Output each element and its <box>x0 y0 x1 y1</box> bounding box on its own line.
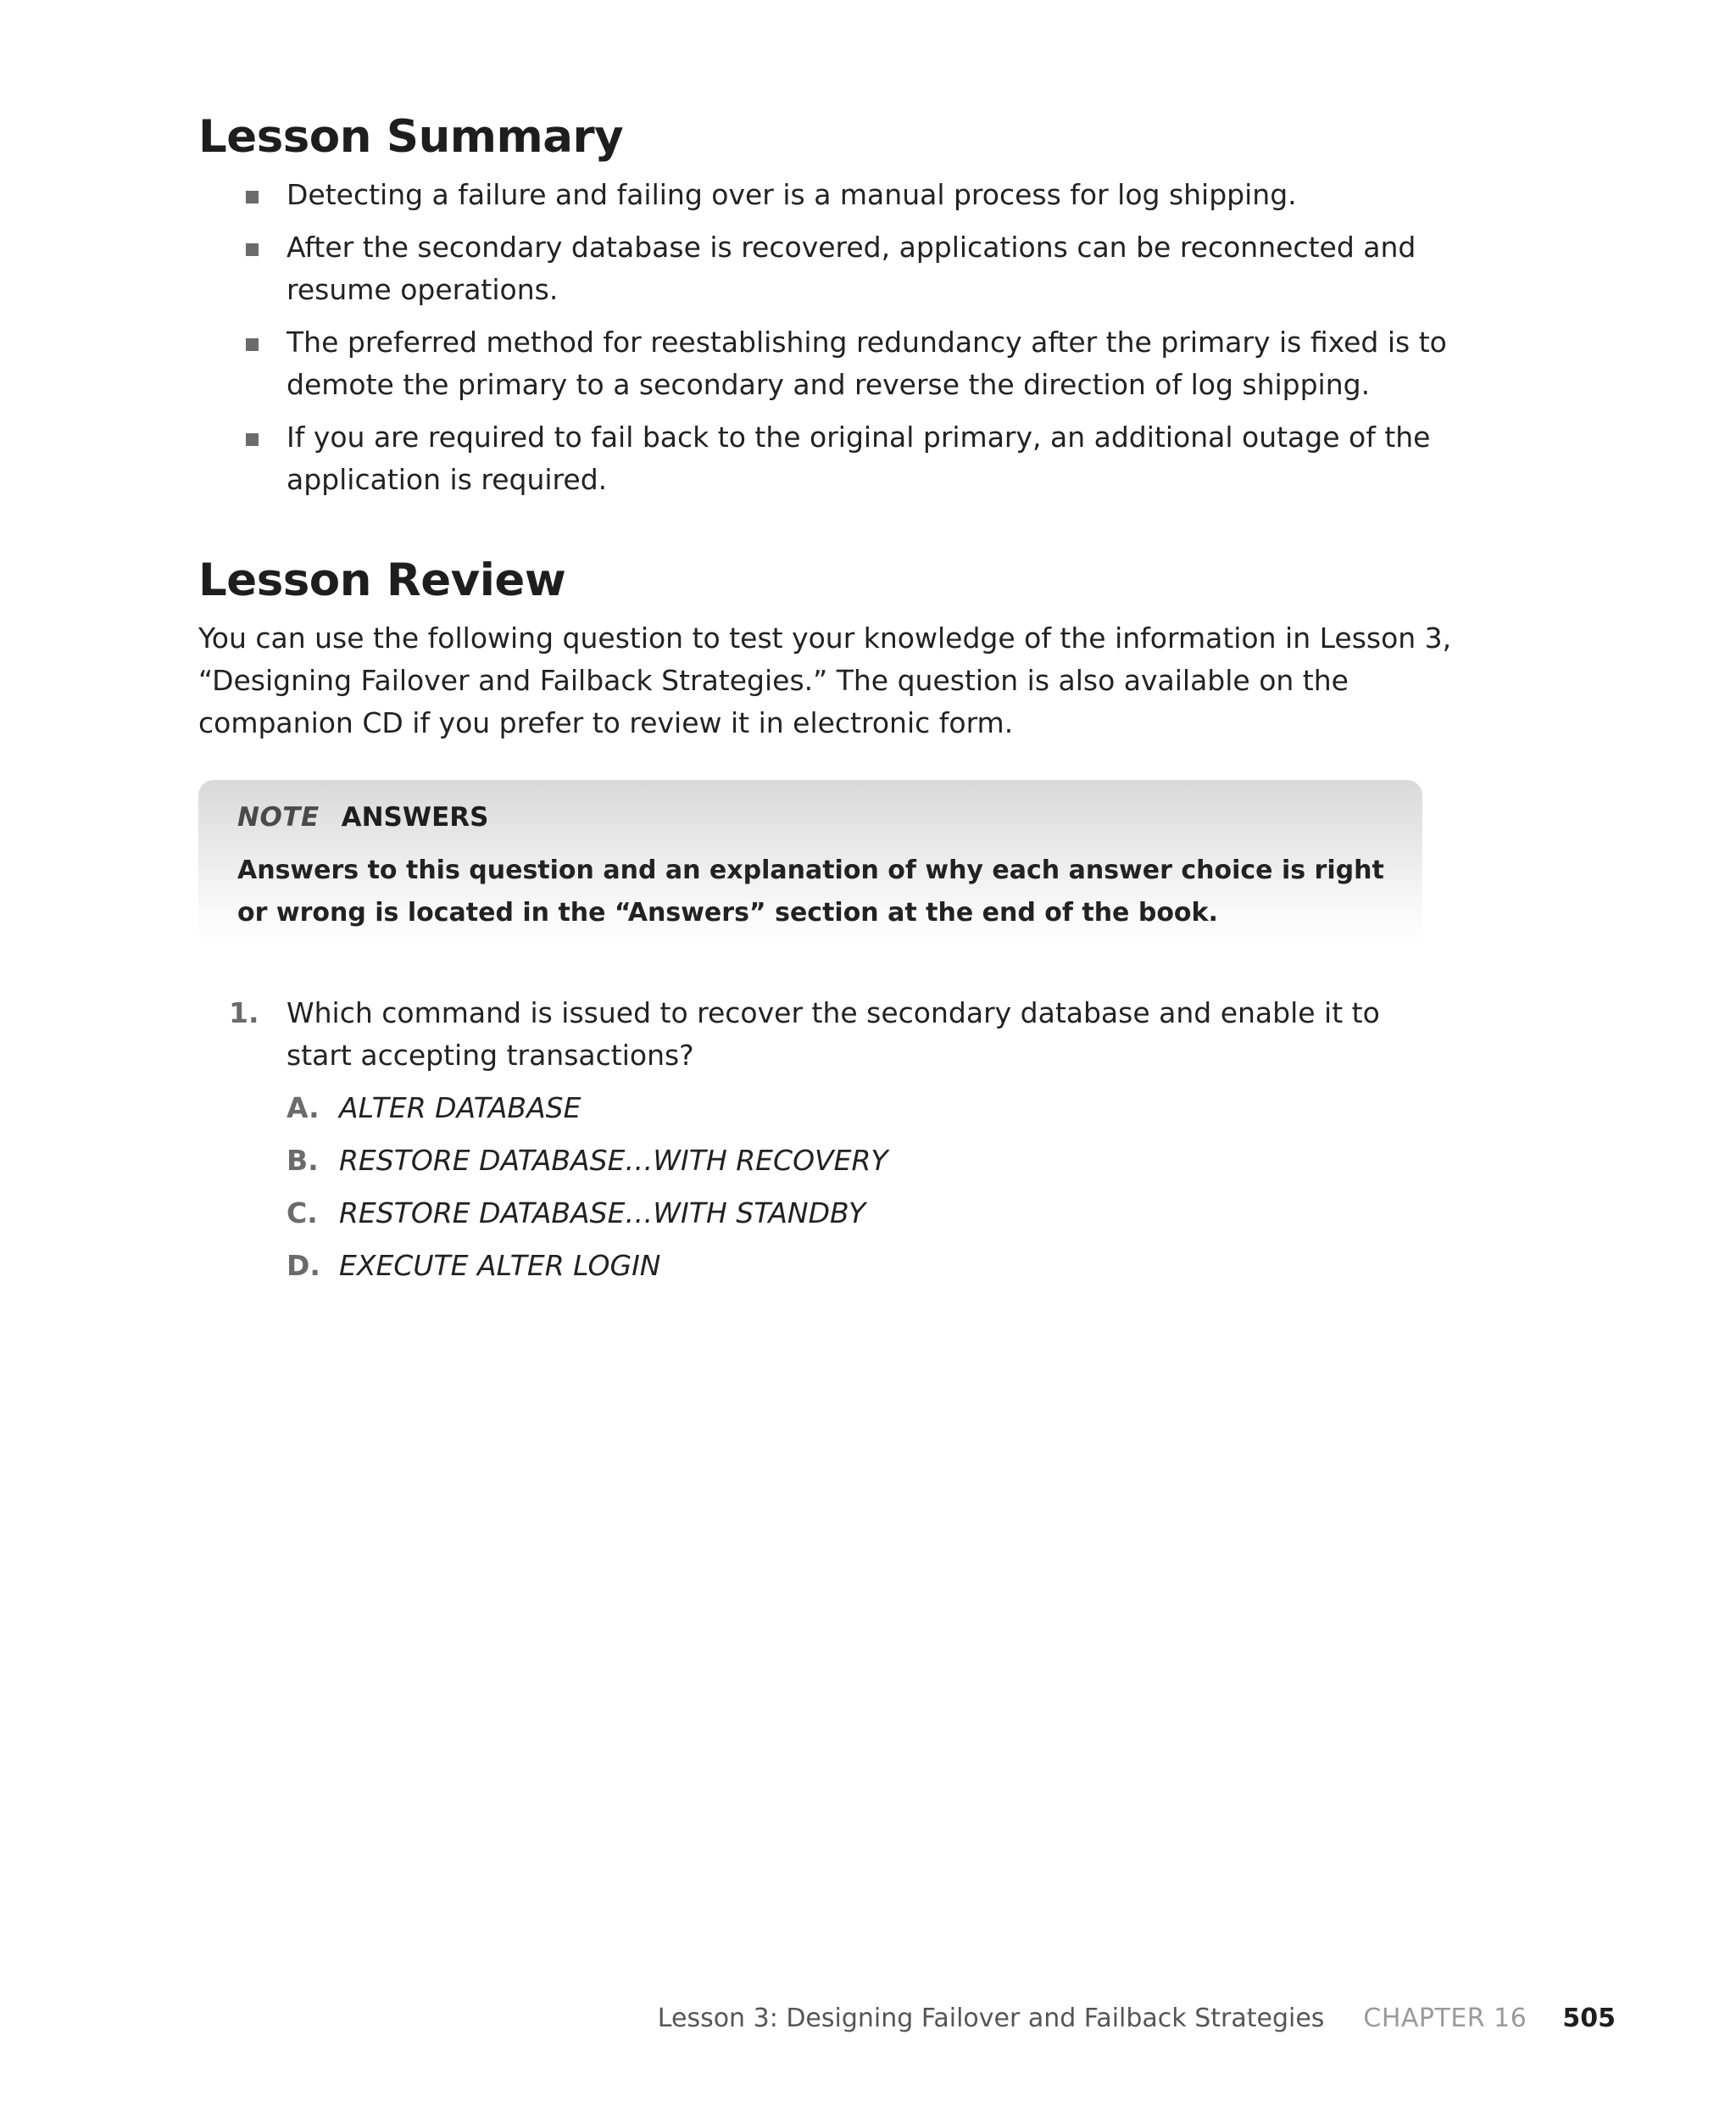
answer-letter: D. <box>287 1249 320 1282</box>
footer-chapter: CHAPTER 16 <box>1363 2004 1527 2033</box>
answer-choice <box>287 1140 888 1182</box>
square-bullet-icon <box>246 191 259 203</box>
answer-choice-list <box>287 1087 888 1297</box>
square-bullet-icon <box>246 338 259 351</box>
summary-bullet-text: If you are required to fail back to the original primary, an additional outage of the application is required. <box>287 421 1431 496</box>
note-label: NOTE <box>237 802 320 833</box>
summary-bullet-list <box>246 174 1449 511</box>
page-number: 505 <box>1562 2004 1616 2033</box>
question-text: Which command is issued to recover the secondary database and enable it to start accepting transactions? <box>287 996 1380 1072</box>
summary-bullet <box>246 321 1449 406</box>
note-body: Answers to this question and an explanation of why each answer choice is right or wrong is located in the “Answers” section at the end of the book. <box>237 856 1384 928</box>
footer-lesson-title: Lesson 3: Designing Failover and Failback Strategies <box>657 2004 1325 2033</box>
answer-text: RESTORE DATABASE…WITH RECOVERY <box>339 1144 888 1177</box>
summary-bullet <box>246 416 1449 501</box>
answer-letter: A. <box>287 1091 320 1124</box>
answer-choice <box>287 1192 888 1235</box>
summary-bullet <box>246 226 1449 311</box>
square-bullet-icon <box>246 433 259 446</box>
square-bullet-icon <box>246 243 259 256</box>
note-title: ANSWERS <box>341 802 489 833</box>
lesson-review-heading: Lesson Review <box>198 555 566 606</box>
lesson-review-intro: You can use the following question to test your knowledge of the information in Lesson 3, “Designing Failover and Failback Strategies.” The question is also available on the companion CD if you prefer to review it in electronic form. <box>198 621 1452 739</box>
lesson-summary-heading: Lesson Summary <box>198 111 624 163</box>
page-footer <box>658 2000 1616 2037</box>
answer-letter: B. <box>287 1144 319 1177</box>
answer-text: EXECUTE ALTER LOGIN <box>339 1249 661 1282</box>
answer-text: ALTER DATABASE <box>339 1091 581 1124</box>
note-box <box>198 780 1422 946</box>
question-number: 1. <box>229 996 259 1029</box>
answer-letter: C. <box>287 1196 318 1229</box>
answer-choice <box>287 1087 888 1129</box>
summary-bullet-text: The preferred method for reestablishing redundancy after the primary is fixed is to demote the primary to a secondary and reverse the direction of log shipping. <box>287 326 1447 401</box>
summary-bullet-text: After the secondary database is recovered, applications can be reconnected and resume operations. <box>287 231 1416 306</box>
answer-choice <box>287 1245 888 1287</box>
note-header <box>237 799 488 836</box>
answer-text: RESTORE DATABASE…WITH STANDBY <box>339 1196 866 1229</box>
summary-bullet-text: Detecting a failure and failing over is a manual process for log shipping. <box>287 178 1297 211</box>
summary-bullet <box>246 174 1449 216</box>
